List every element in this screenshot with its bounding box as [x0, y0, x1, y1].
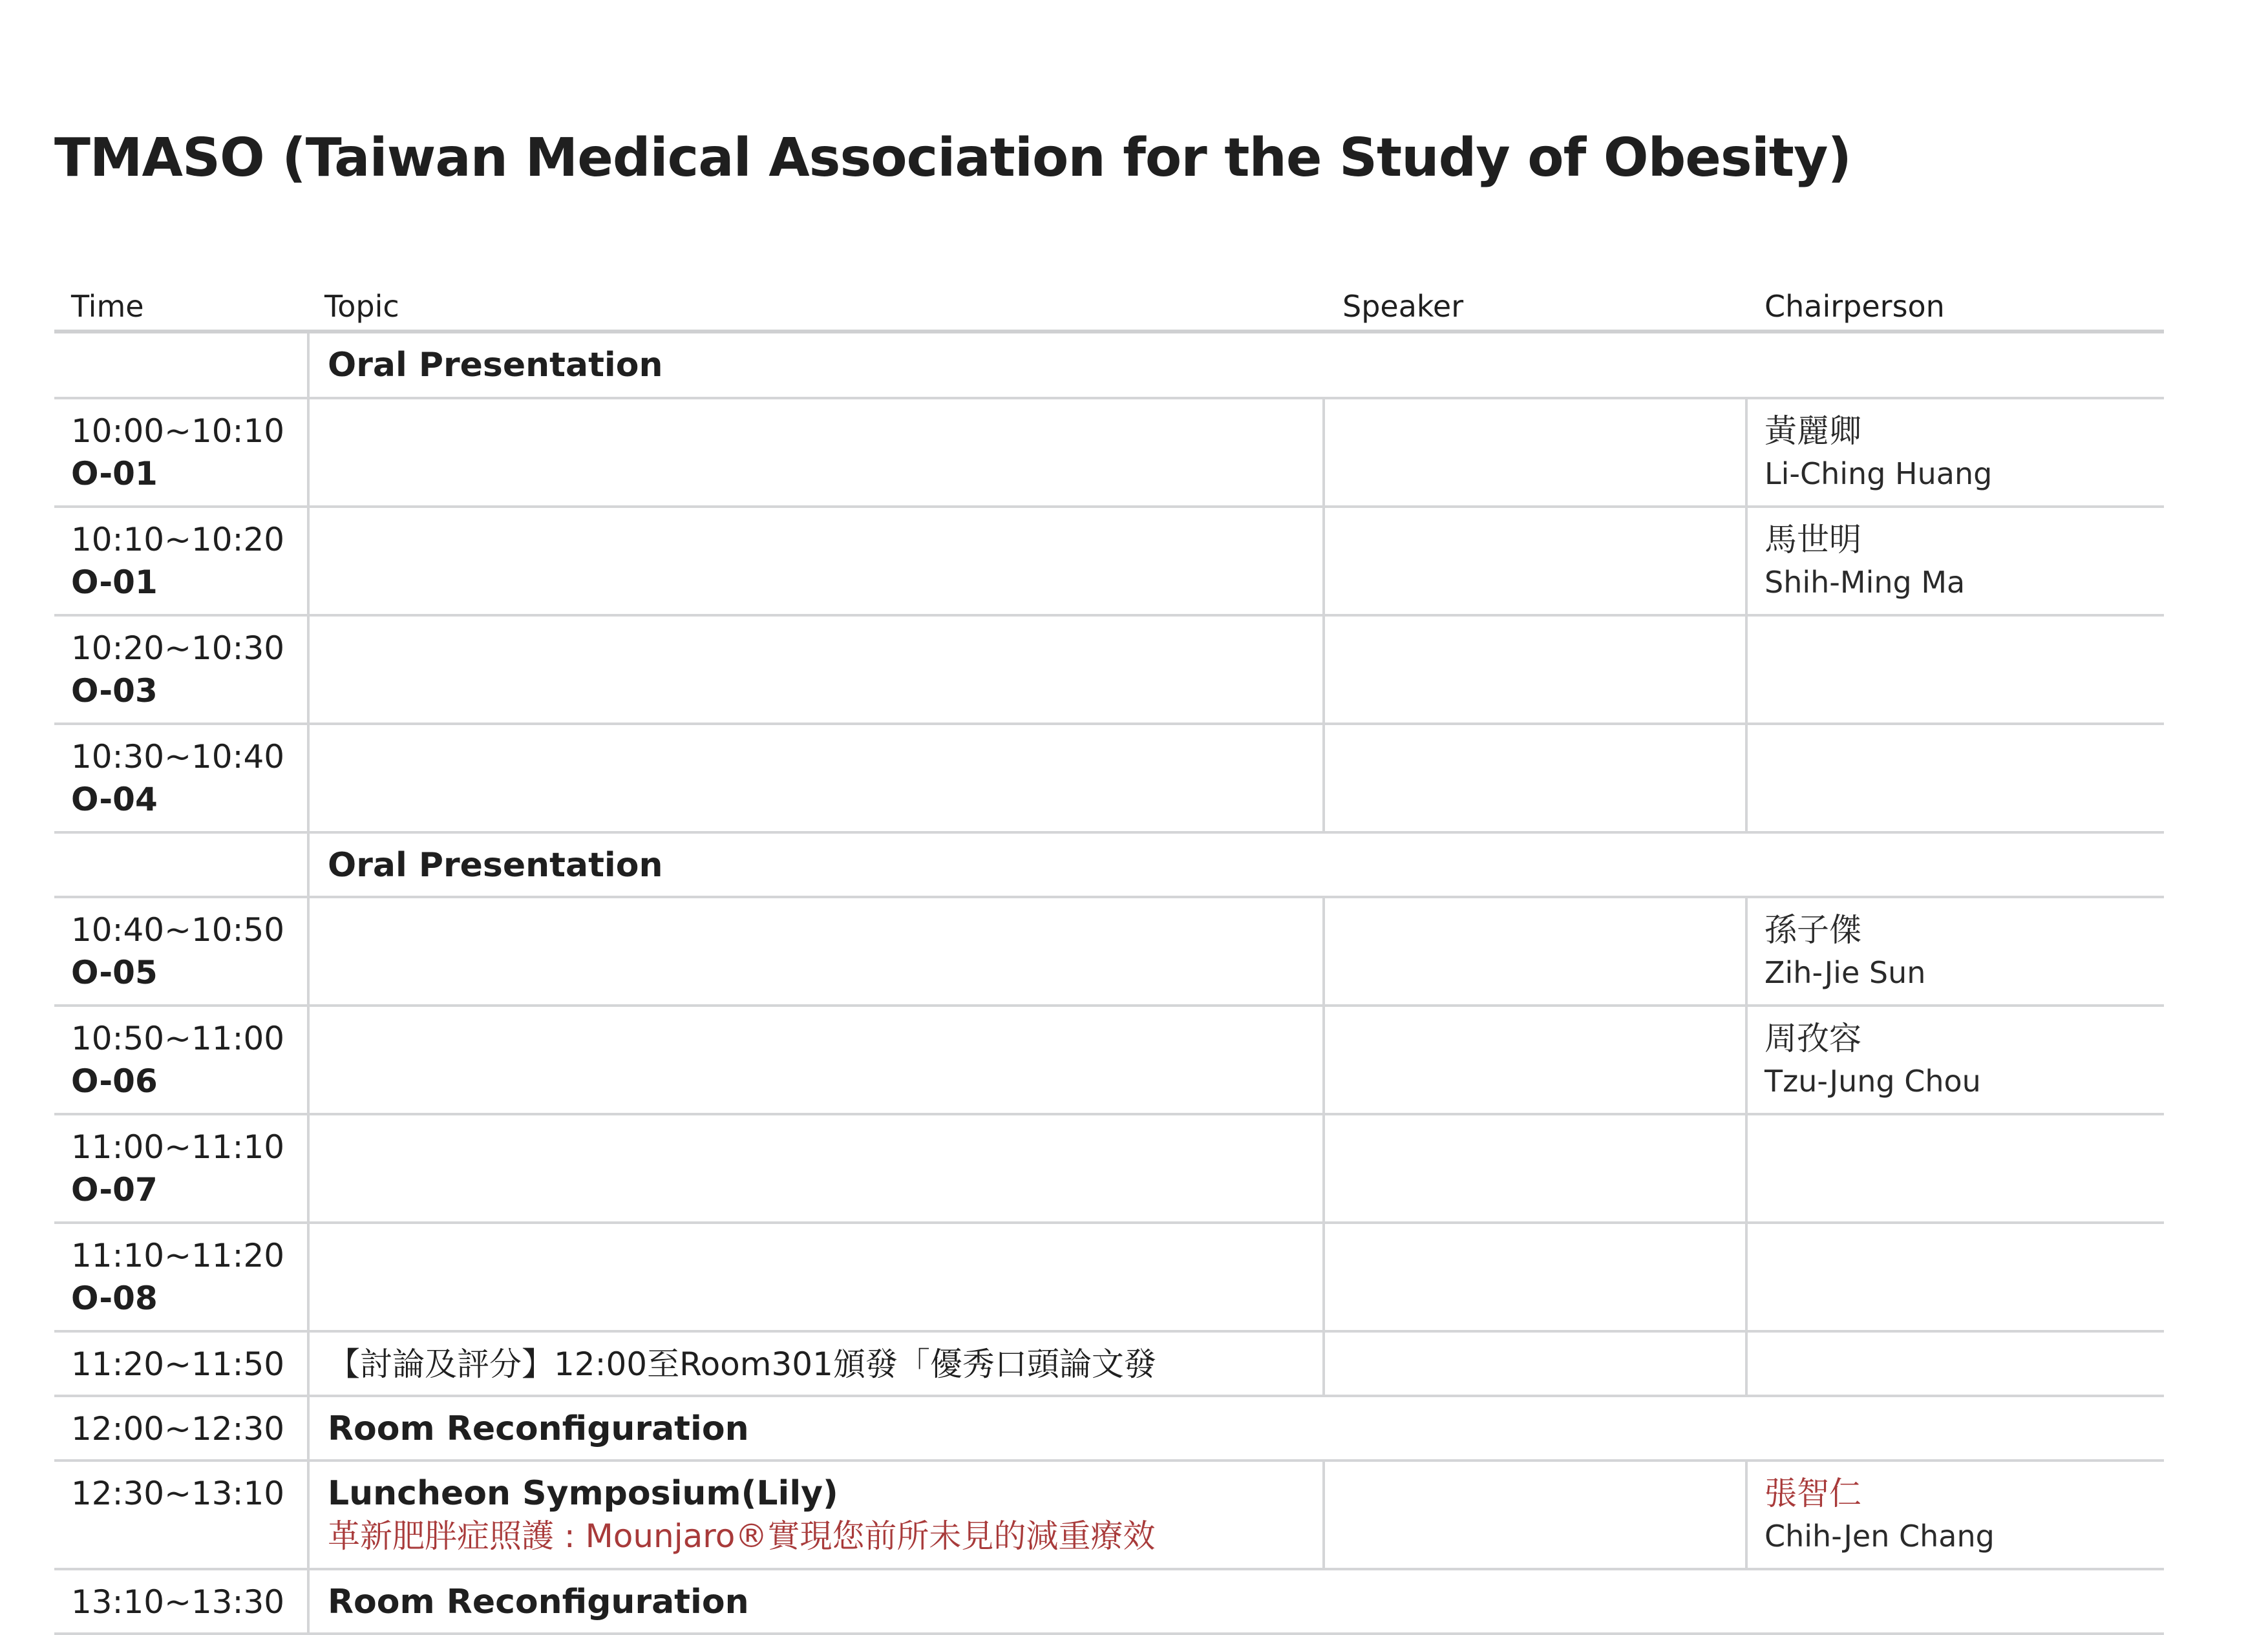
time-cell [54, 832, 308, 897]
header-speaker: Speaker [1342, 289, 1464, 324]
time-cell [54, 1569, 308, 1634]
time-range: 10:40~10:50 [71, 911, 285, 949]
speaker-cell [1324, 1223, 1746, 1331]
time-range: 10:10~10:20 [71, 521, 285, 558]
section-row [54, 832, 2164, 897]
page-title: TMASO (Taiwan Medical Association for the Study of Obesity) [54, 127, 1851, 189]
time-cell [54, 1331, 308, 1396]
topic-cell [308, 1331, 1324, 1396]
topic-cell [308, 1223, 1324, 1331]
chair-cell [1746, 724, 2164, 832]
discussion-row [54, 1331, 2164, 1396]
reconfiguration-cell [308, 1569, 2164, 1634]
reconfiguration-label: Room Reconfiguration [328, 1583, 749, 1621]
chair-name-zh: 周孜容 [1765, 1020, 1861, 1057]
chair-cell [1746, 1461, 2164, 1569]
reconfiguration-cell [308, 1396, 2164, 1461]
time-range: 12:00~12:30 [71, 1410, 285, 1448]
header-topic: Topic [324, 289, 399, 324]
time-range: 11:20~11:50 [71, 1345, 285, 1383]
time-range: 12:30~13:10 [71, 1475, 285, 1512]
time-range: 10:30~10:40 [71, 738, 285, 775]
header-time: Time [71, 289, 144, 324]
presentation-code: O-07 [71, 1171, 158, 1208]
header-chairperson: Chairperson [1765, 289, 1945, 324]
time-cell [54, 897, 308, 1006]
chair-cell [1746, 1223, 2164, 1331]
presentation-code: O-06 [71, 1062, 158, 1100]
time-range: 11:10~11:20 [71, 1237, 285, 1274]
time-range: 10:00~10:10 [71, 412, 285, 450]
chair-cell [1746, 1114, 2164, 1223]
reconfiguration-label: Room Reconfiguration [328, 1409, 749, 1448]
time-cell [54, 1006, 308, 1114]
chair-name-zh: 張智仁 [1765, 1475, 1861, 1512]
speaker-cell [1324, 897, 1746, 1006]
luncheon-row [54, 1461, 2164, 1569]
table-row [54, 1223, 2164, 1331]
schedule-page [54, 123, 2164, 1635]
table-row [54, 1006, 2164, 1114]
topic-cell [308, 398, 1324, 507]
time-range: 10:20~10:30 [71, 629, 285, 667]
time-cell [54, 1223, 308, 1331]
table-row [54, 897, 2164, 1006]
chair-name-en: Shih-Ming Ma [1765, 565, 1966, 600]
section-label-cell [308, 832, 2164, 897]
chair-cell [1746, 1331, 2164, 1396]
section-row [54, 333, 2164, 398]
presentation-code: O-05 [71, 954, 158, 991]
reconfiguration-row [54, 1396, 2164, 1461]
chair-cell [1746, 1006, 2164, 1114]
time-cell [54, 615, 308, 724]
time-cell [54, 507, 308, 615]
time-cell [54, 1396, 308, 1461]
presentation-code: O-04 [71, 781, 158, 818]
time-cell [54, 398, 308, 507]
time-range: 11:00~11:10 [71, 1128, 285, 1166]
presentation-code: O-01 [71, 564, 158, 601]
table-row [54, 1114, 2164, 1223]
topic-cell [308, 897, 1324, 1006]
time-cell [54, 1114, 308, 1223]
topic-cell [308, 724, 1324, 832]
chair-name-en: Li-Ching Huang [1765, 456, 1993, 491]
presentation-code: O-01 [71, 455, 158, 492]
table-row [54, 507, 2164, 615]
table-header [54, 265, 2164, 333]
table-row [54, 615, 2164, 724]
section-label: Oral Presentation [328, 846, 663, 885]
chair-name-en: Zih-Jie Sun [1765, 955, 1926, 990]
chair-name-zh: 黃麗卿 [1765, 412, 1861, 450]
luncheon-title: Luncheon Symposium(Lily) [328, 1474, 838, 1513]
topic-cell [308, 1006, 1324, 1114]
chair-cell [1746, 398, 2164, 507]
speaker-cell [1324, 1006, 1746, 1114]
topic-cell [308, 507, 1324, 615]
speaker-cell [1324, 1461, 1746, 1569]
discussion-topic: 【討論及評分】12:00至Room301頒發「優秀口頭論文發 [328, 1345, 1156, 1383]
chair-name-zh: 孫子傑 [1765, 911, 1861, 949]
speaker-cell [1324, 507, 1746, 615]
chair-name-en: Chih-Jen Chang [1765, 1519, 1995, 1554]
speaker-cell [1324, 1114, 1746, 1223]
luncheon-subtitle: 革新肥胖症照護 : Mounjaro®實現您前所未見的減重療效 [328, 1517, 1156, 1555]
time-range: 10:50~11:00 [71, 1020, 285, 1057]
topic-cell [308, 615, 1324, 724]
topic-cell [308, 1114, 1324, 1223]
chair-cell [1746, 507, 2164, 615]
speaker-cell [1324, 398, 1746, 507]
time-cell [54, 1461, 308, 1569]
time-range: 13:10~13:30 [71, 1583, 285, 1621]
table-row [54, 724, 2164, 832]
table-row [54, 398, 2164, 507]
topic-cell [308, 1461, 1324, 1569]
time-cell [54, 724, 308, 832]
speaker-cell [1324, 615, 1746, 724]
chair-cell [1746, 897, 2164, 1006]
chair-cell [1746, 615, 2164, 724]
chair-name-en: Tzu-Jung Chou [1765, 1064, 1981, 1099]
speaker-cell [1324, 1331, 1746, 1396]
section-label: Oral Presentation [328, 346, 663, 385]
reconfiguration-row [54, 1569, 2164, 1634]
time-cell [54, 333, 308, 398]
presentation-code: O-03 [71, 672, 158, 710]
presentation-code: O-08 [71, 1280, 158, 1317]
section-label-cell [308, 333, 2164, 398]
schedule-table [54, 333, 2164, 1635]
speaker-cell [1324, 724, 1746, 832]
chair-name-zh: 馬世明 [1765, 521, 1861, 558]
